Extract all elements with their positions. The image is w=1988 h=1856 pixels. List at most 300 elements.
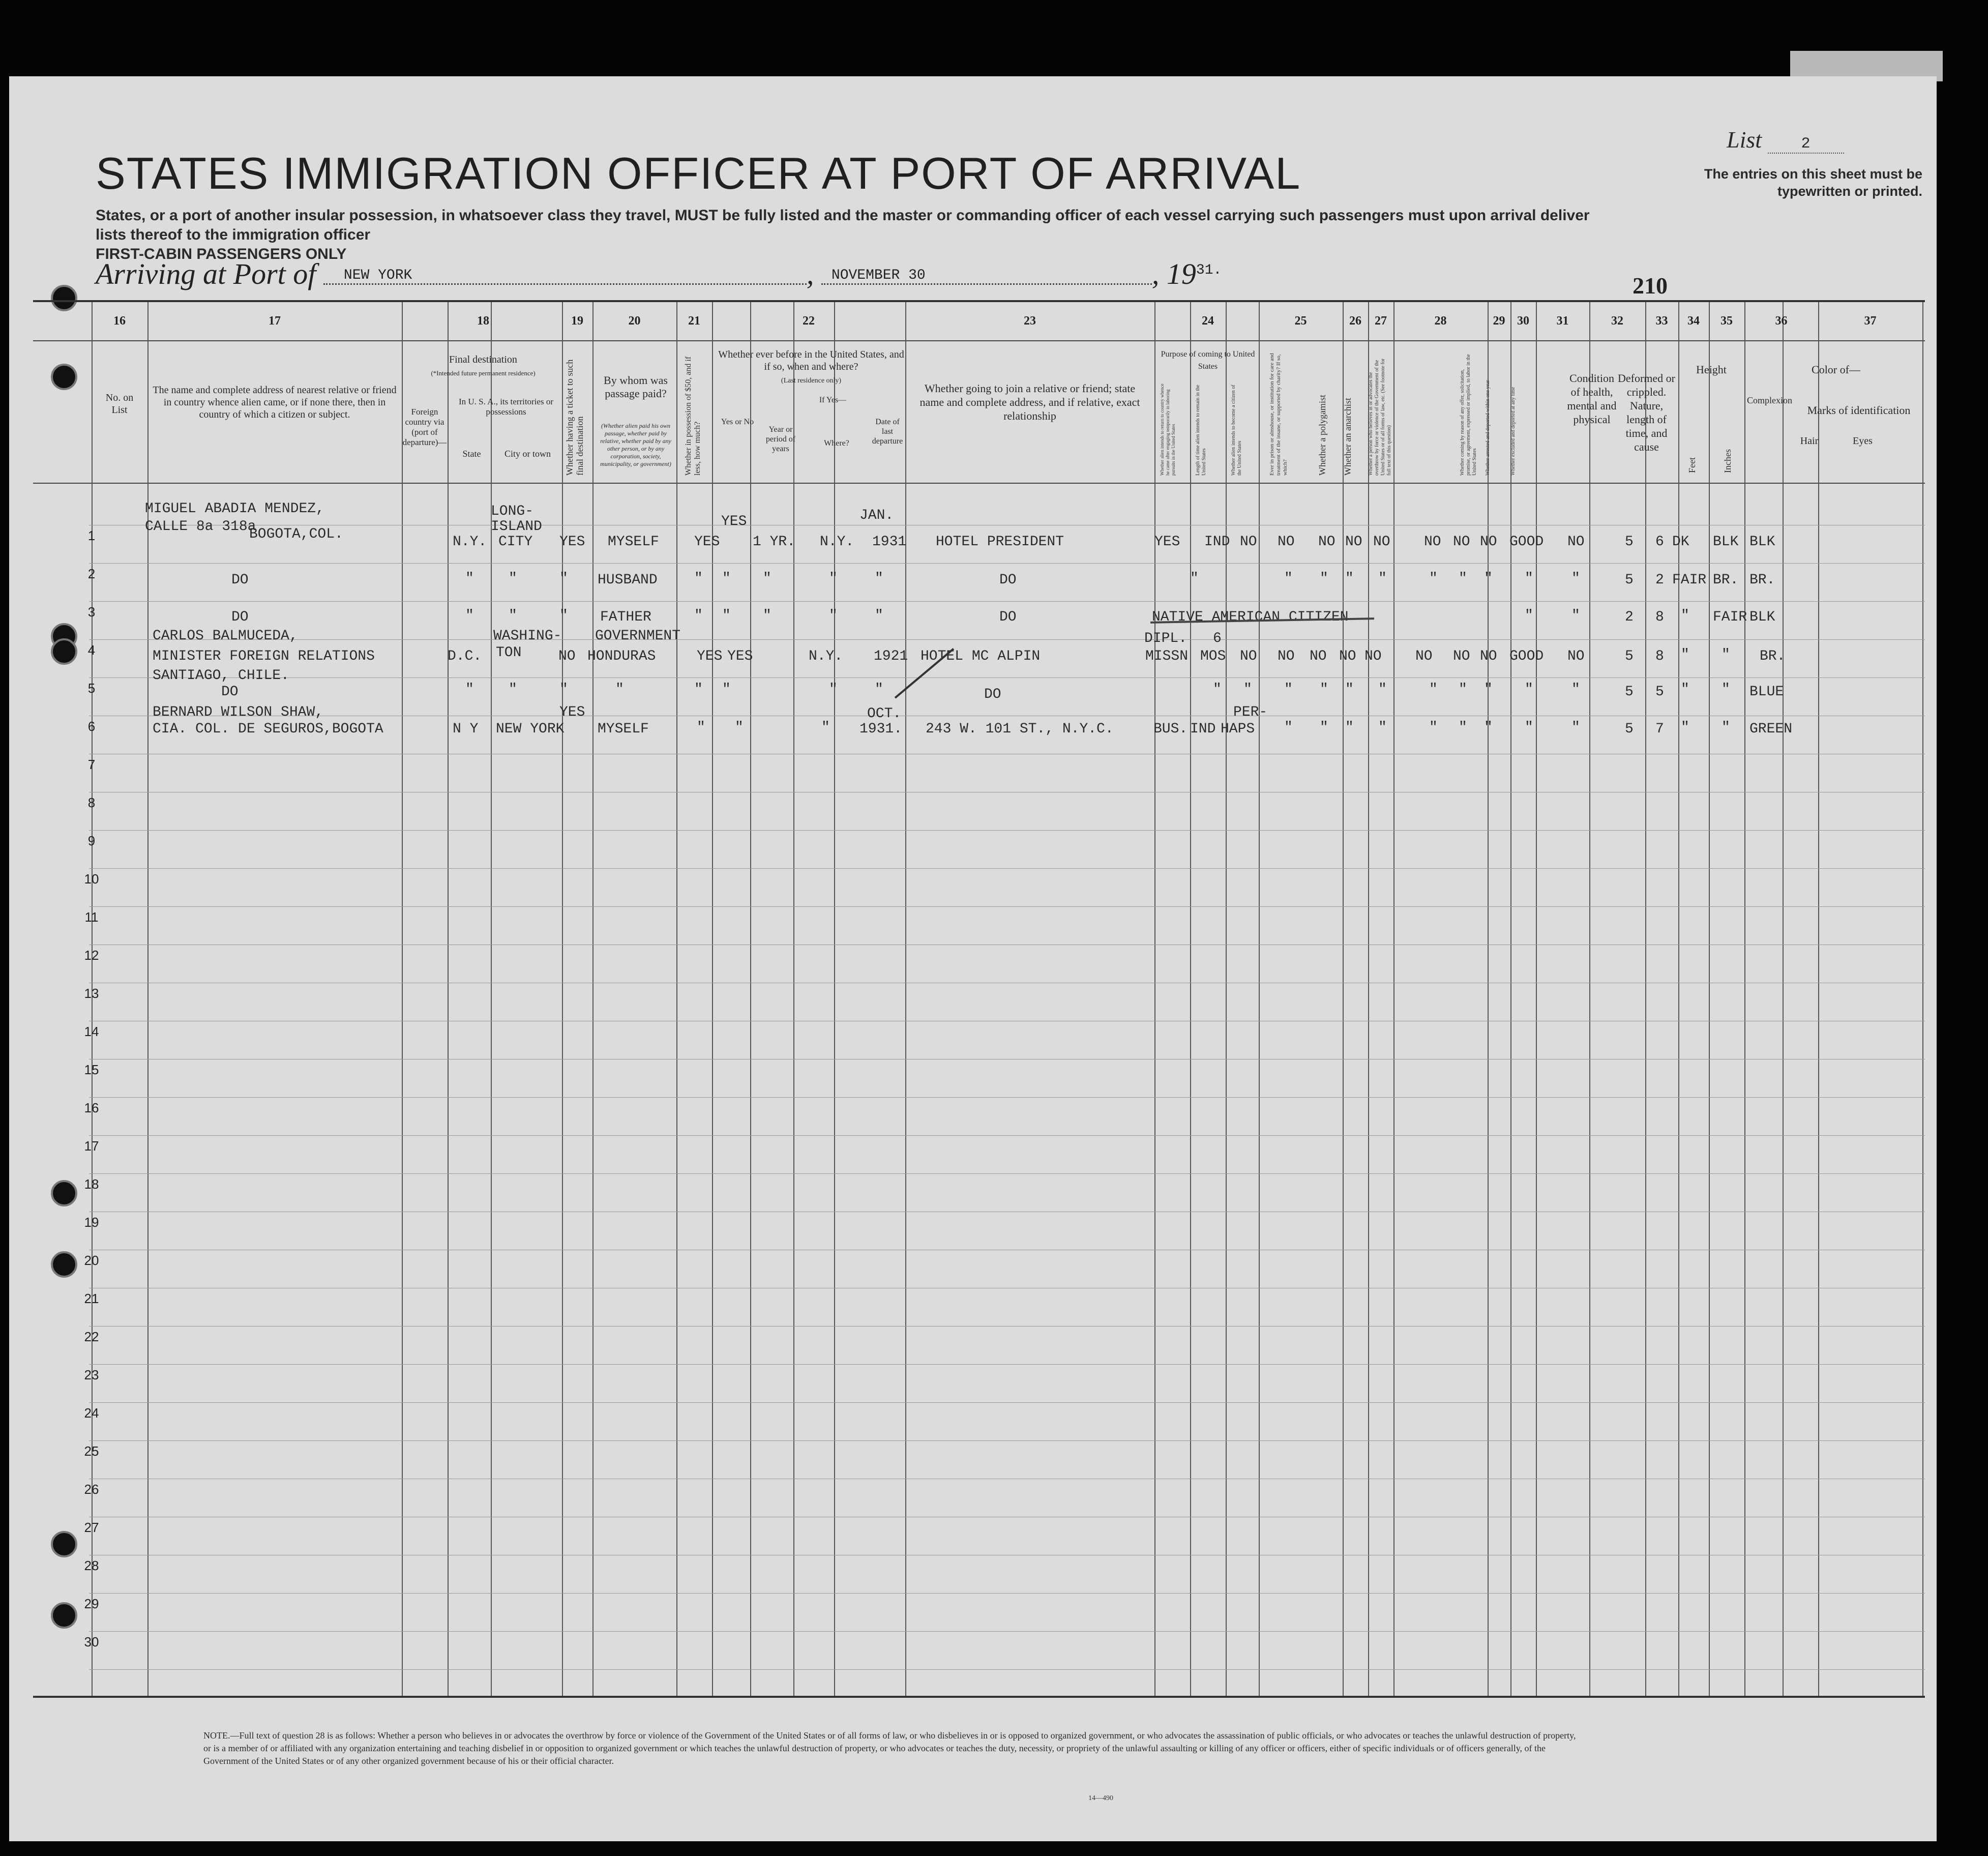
col-num: 33	[1655, 314, 1668, 328]
hdr-state: State	[462, 449, 481, 459]
hdr-purpose-citizen: Whether alien intends to become a citizen of the United States	[1231, 385, 1242, 476]
row-rule	[89, 1326, 1925, 1327]
hdr-question-28: Whether a person who believes in or advocates the overthrow by force or violence of the Government of the United States or of all forms of law, etc. (See footnote for full text of this question)	[1368, 358, 1392, 476]
ditto-mark: "	[1681, 720, 1689, 735]
join-relative-value: DO	[984, 687, 1001, 702]
row-rule	[89, 639, 1925, 640]
passage-paid-value: HONDURAS	[587, 649, 656, 664]
ditto-mark: "	[722, 682, 731, 697]
ditto-mark: "	[1213, 682, 1222, 697]
col-num: 26	[1349, 314, 1361, 328]
row-number: 17	[84, 1138, 99, 1154]
row-rule	[89, 1135, 1925, 1136]
ditto-mark: "	[1722, 682, 1730, 697]
row-number: 5	[87, 681, 96, 696]
col-num: 29	[1493, 314, 1505, 328]
row-number: 4	[87, 642, 96, 658]
row-number: 6	[87, 719, 96, 734]
list-label: List	[1727, 127, 1762, 153]
header-bottom	[33, 483, 1925, 484]
row-number: 1	[87, 528, 96, 543]
health-value: GOOD	[1509, 534, 1544, 550]
row-rule	[89, 830, 1925, 831]
col-rule	[1226, 302, 1227, 1696]
row-number: 24	[84, 1405, 99, 1421]
ditto-mark: "	[875, 682, 883, 697]
hdr-city: City or town	[504, 449, 551, 459]
row-number: 7	[87, 757, 96, 772]
departure-month: JAN.	[859, 508, 894, 523]
fifty-value: YES	[694, 534, 720, 550]
col-rule	[793, 302, 794, 1696]
header-divider	[33, 340, 1925, 341]
relative-name: CARLOS BALMUCEDA,	[153, 628, 298, 644]
row-number: 14	[84, 1024, 99, 1039]
ditto-mark: "	[1525, 720, 1533, 735]
hdr-passage-paid: By whom was passage paid?	[604, 374, 668, 400]
relative-ditto: DO	[231, 572, 249, 588]
before-yes-no: YES	[727, 649, 753, 664]
height-inches: 8	[1655, 649, 1664, 664]
ditto-mark: "	[829, 682, 838, 697]
ditto-mark: "	[821, 720, 830, 735]
row-number: 12	[84, 948, 99, 963]
height-feet: 5	[1625, 684, 1634, 700]
deformed-value: NO	[1567, 649, 1585, 664]
col-num: 32	[1611, 314, 1623, 328]
relative-address: CIA. COL. DE SEGUROS,BOGOTA	[153, 721, 383, 737]
dest-city: CITY	[498, 534, 533, 550]
row-number: 2	[87, 566, 96, 581]
purpose-return: DIPL.	[1144, 631, 1188, 646]
row-number: 8	[87, 795, 96, 810]
excluded-value: NO	[1480, 534, 1497, 550]
dest-city: WASHING-	[493, 628, 562, 644]
arrested-value: NO	[1453, 534, 1470, 550]
ditto-mark: "	[1484, 571, 1493, 586]
ditto-mark: "	[1571, 608, 1580, 624]
relative-address: CALLE 8a 318a	[145, 519, 256, 535]
col-num: 23	[1024, 314, 1036, 328]
list-number	[1727, 126, 1844, 154]
ditto-mark: "	[1571, 682, 1580, 697]
hdr-purpose-return: Whether alien intends to return to country whence he came after engaging temporarily in laboring pursuits in the United States	[1160, 384, 1176, 476]
ditto-mark: "	[1345, 571, 1354, 586]
row-number: 28	[84, 1558, 99, 1573]
ditto-mark: "	[1345, 720, 1354, 735]
row-number: 27	[84, 1520, 99, 1535]
ditto-mark: "	[1484, 682, 1493, 697]
typewritten-note: The entries on this sheet must be typewritten or printed.	[1704, 166, 1922, 199]
height-feet: 5	[1625, 721, 1634, 737]
join-relative-value: HOTEL PRESIDENT	[936, 534, 1064, 550]
height-inches: 8	[1655, 609, 1664, 625]
col-rule	[592, 302, 594, 1696]
before-period: 1 YR.	[753, 534, 796, 550]
col-rule	[1190, 302, 1191, 1696]
hdr-purpose: Purpose of coming to United States	[1161, 350, 1255, 371]
col-rule	[1343, 302, 1344, 1696]
row-rule	[89, 1631, 1925, 1632]
col-rule	[1393, 302, 1394, 1696]
ditto-mark: "	[1320, 571, 1328, 586]
arrested-value: NO	[1453, 649, 1470, 664]
dest-state: D.C.	[448, 649, 482, 664]
ditto-mark: "	[1571, 720, 1580, 735]
year-suffix: 31.	[1196, 262, 1222, 278]
ditto-mark: "	[1525, 608, 1533, 624]
complexion-value: "	[1681, 608, 1689, 624]
dest-state: N.Y.	[453, 534, 487, 550]
departure-year: 1931	[872, 534, 907, 550]
relative-address: MINISTER FOREIGN RELATIONS	[153, 649, 375, 664]
passage-paid-value: GOVERNMENT	[595, 628, 681, 644]
fifty-value: YES	[697, 649, 723, 664]
col-num: 21	[688, 314, 700, 328]
ditto-mark: "	[1378, 682, 1387, 697]
ditto-mark: "	[722, 571, 731, 586]
dest-city: NEW YORK	[496, 721, 565, 737]
row-rule	[89, 1364, 1925, 1365]
col-rule	[1368, 302, 1369, 1696]
row-number: 10	[84, 871, 99, 887]
relative-name: MIGUEL ABADIA MENDEZ,	[145, 501, 324, 517]
col-rule	[676, 302, 677, 1696]
q28-value: NO	[1364, 649, 1382, 664]
passage-paid-value: MYSELF	[598, 721, 649, 737]
ditto-mark: "	[465, 682, 474, 697]
col-rule	[1922, 302, 1923, 1696]
hair-value: BLK	[1713, 534, 1739, 550]
hdr-health: Condition of health, mental and physical	[1567, 372, 1617, 426]
row-rule	[89, 601, 1925, 602]
ditto-mark: "	[694, 571, 703, 586]
ditto-mark: "	[1284, 720, 1293, 735]
departure-year: 1931.	[859, 721, 903, 737]
col-rule	[1709, 302, 1710, 1696]
col-num: 27	[1375, 314, 1387, 328]
ditto-mark: "	[1429, 720, 1438, 735]
join-relative-value: HOTEL MC ALPIN	[921, 649, 1041, 664]
row-number: 22	[84, 1329, 99, 1344]
polygamist-value: NO	[1318, 534, 1336, 550]
year-prefix: 19	[1166, 257, 1196, 290]
col-rule	[1744, 302, 1745, 1696]
eyes-value: GREEN	[1749, 721, 1793, 737]
ditto-mark: "	[1722, 647, 1730, 663]
departure-year: 1921	[874, 649, 908, 664]
col-num: 37	[1864, 314, 1877, 328]
hdr-ever-before: Whether ever before in the United States, and if so, when and where?	[718, 349, 904, 372]
relative-address: SANTIAGO, CHILE.	[153, 668, 289, 684]
row-number: 18	[84, 1176, 99, 1192]
labor-offer-value: NO	[1424, 534, 1441, 550]
col-num: 35	[1720, 314, 1733, 328]
col-num: 34	[1687, 314, 1700, 328]
hdr-excluded: Whether excluded and deported at any time	[1510, 387, 1516, 476]
col-rule	[1818, 302, 1819, 1696]
intro-line: States, or a port of another insular possession, in whatsoever class they travel, MUST be fully listed and the master or commanding officer of each vessel carrying such passengers must upon arrival deliver lists thereof to the immigration officer	[96, 207, 1590, 243]
hdr-foreign-country: Foreign country via (port of departure)—	[402, 407, 447, 447]
ditto-mark: "	[1459, 571, 1467, 586]
date-value: NOVEMBER 30	[831, 268, 926, 283]
ditto-mark: "	[1429, 571, 1438, 586]
hdr-last-departure: Date of last departure	[872, 418, 903, 446]
height-feet: 2	[1625, 609, 1634, 625]
health-value: GOOD	[1509, 649, 1544, 664]
row-number: 3	[87, 604, 96, 620]
ditto-mark: "	[829, 608, 838, 624]
row-rule	[89, 1440, 1925, 1441]
ditto-mark: "	[1345, 682, 1354, 697]
anarchist-value: NO	[1339, 649, 1356, 664]
polygamist-value: NO	[1310, 649, 1327, 664]
hair-value: BR.	[1713, 572, 1739, 588]
ditto-mark: "	[763, 571, 772, 586]
height-feet: 5	[1625, 649, 1634, 664]
hdr-fifty-dollars: Whether in possession of $50, and if less, how much?	[684, 356, 702, 476]
hdr-arrested: Whether arrested and deported within one year	[1485, 380, 1491, 476]
ditto-mark: "	[722, 608, 731, 624]
ditto-mark: "	[875, 571, 883, 586]
row-number: 19	[84, 1215, 99, 1230]
col-rule	[1510, 302, 1511, 1696]
ditto-mark: "	[735, 720, 744, 735]
ditto-mark: "	[465, 571, 474, 586]
eyes-value: BR.	[1749, 572, 1775, 588]
ditto-mark: "	[509, 571, 517, 586]
col-num: 24	[1202, 314, 1214, 328]
hdr-labor-offer: Whether coming by reason of any offer, solicitation, promise, or agreement, expressed or implied, to labor in the United States	[1460, 354, 1477, 476]
hair-value: FAIR	[1713, 609, 1747, 625]
purpose-return: MISSN	[1145, 649, 1189, 664]
eyes-value: BR.	[1760, 649, 1786, 664]
row-number: 9	[87, 833, 96, 848]
hdr-inches: Inches	[1723, 449, 1733, 473]
ditto-mark: "	[615, 682, 624, 697]
deformed-value: NO	[1567, 534, 1585, 550]
hdr-polygamist: Whether a polygamist	[1317, 395, 1327, 476]
relative-name: BERNARD WILSON SHAW,	[153, 704, 324, 720]
native-citizen-note: NATIVE AMERICAN CITIZEN	[1152, 609, 1349, 625]
labor-offer-value: NO	[1415, 649, 1433, 664]
prison-value: NO	[1278, 649, 1295, 664]
col-num: 30	[1517, 314, 1529, 328]
col-num: 18	[477, 314, 489, 328]
passage-paid-value: HUSBAND	[598, 572, 658, 588]
eyes-value: BLK	[1749, 609, 1775, 625]
dest-state: N Y	[453, 721, 479, 737]
purpose-citizen: NO	[1240, 649, 1257, 664]
hdr-hair: Hair	[1800, 435, 1819, 447]
ditto-mark: "	[694, 682, 703, 697]
row-number: 15	[84, 1062, 99, 1077]
col-rule	[1645, 302, 1646, 1696]
row-number: 23	[84, 1367, 99, 1382]
relative-ditto: DO	[231, 609, 249, 625]
dest-city: ISLAND	[491, 519, 542, 535]
col-num: 31	[1556, 314, 1569, 328]
hdr-prison: Ever in prison or almshouse, or institution for care and treatment of the insane, or supported by charity? If so, which?	[1269, 353, 1288, 476]
hdr-complexion: Complexion	[1747, 395, 1792, 405]
ditto-mark: "	[1722, 720, 1730, 735]
height-inches: 2	[1655, 572, 1664, 588]
row-number: 25	[84, 1443, 99, 1459]
hdr-deformed: Deformed or crippled. Nature, length of time, and cause	[1617, 372, 1675, 453]
row-rule	[89, 868, 1925, 869]
row-rule	[89, 563, 1925, 564]
complexion-value: FAIR	[1672, 572, 1707, 588]
col-rule	[1678, 302, 1679, 1696]
hdr-nearest-relative: The name and complete address of nearest relative or friend in country whence alien came, or if none there, then in country of which a citizen or subject.	[153, 385, 397, 420]
departure-month: OCT.	[867, 706, 902, 722]
ditto-mark: "	[1378, 720, 1387, 735]
row-number: 16	[84, 1100, 99, 1115]
row-rule	[89, 1593, 1925, 1594]
row-rule	[89, 1669, 1925, 1670]
row-rule	[89, 906, 1925, 907]
col-rule	[1488, 302, 1489, 1696]
purpose-length: PER-	[1233, 704, 1268, 720]
join-relative-value: DO	[999, 572, 1017, 588]
col-num: 17	[269, 314, 281, 328]
port-field	[323, 268, 807, 285]
ditto-mark: "	[1243, 682, 1252, 697]
ticket-value: NO	[558, 649, 576, 664]
purpose-ind: IND	[1190, 721, 1216, 737]
hdr-if-yes: If Yes—	[819, 396, 847, 404]
col-rule	[448, 302, 449, 1696]
row-number: 11	[84, 909, 99, 925]
ditto-mark: "	[1525, 571, 1533, 586]
height-feet: 5	[1625, 534, 1634, 550]
passage-paid-value: MYSELF	[608, 534, 659, 550]
passage-paid-value: FATHER	[600, 609, 651, 625]
hdr-period: Year or period of years	[765, 425, 796, 453]
dest-city: LONG-	[491, 504, 534, 519]
anarchist-value: NO	[1345, 534, 1362, 550]
col-num: 25	[1294, 314, 1307, 328]
col-rule	[1259, 302, 1260, 1696]
purpose-return: YES	[1154, 534, 1180, 550]
ditto-mark: "	[1484, 720, 1493, 735]
col-rule	[712, 302, 713, 1696]
join-relative-value: DO	[999, 609, 1017, 625]
col-rule	[562, 302, 563, 1696]
complexion-value: DK	[1672, 534, 1689, 550]
hdr-no-on-list: No. on List	[105, 392, 134, 416]
ditto-mark: "	[559, 682, 568, 697]
col-rule	[750, 302, 751, 1696]
ditto-mark: "	[763, 608, 772, 624]
before-where: N.Y.	[809, 649, 843, 664]
row-rule	[89, 1173, 1925, 1174]
hdr-marks-identification: Marks of identification	[1807, 404, 1911, 417]
ditto-mark: "	[1190, 571, 1199, 586]
relative-city: BOGOTA,COL.	[249, 526, 343, 542]
height-inches: 5	[1655, 684, 1664, 700]
hdr-final-destination-sub: (*Intended future permanent residence)	[431, 369, 536, 377]
col-num: 16	[113, 314, 126, 328]
ditto-mark: "	[1320, 720, 1328, 735]
row-number: 30	[84, 1634, 99, 1649]
arriving-line: Arriving at Port of NEW YORK , NOVEMBER 30 , $19^{31.}$	[96, 257, 1222, 290]
ditto-mark: "	[1459, 682, 1467, 697]
intro-line-cabin: FIRST-CABIN PASSENGERS ONLY	[96, 246, 347, 262]
col-rule	[1536, 302, 1537, 1696]
row-number: 21	[84, 1291, 99, 1306]
excluded-value: NO	[1480, 649, 1497, 664]
purpose-length: 6	[1213, 631, 1222, 646]
hdr-purpose-length: Length of time alien intends to remain in the United States	[1195, 385, 1207, 476]
sheet-number: 210	[1633, 273, 1668, 299]
row-rule	[89, 1097, 1925, 1098]
ditto-mark: "	[1681, 647, 1689, 663]
hdr-yes-or-no: Yes or No	[721, 418, 754, 426]
ditto-mark: "	[1284, 571, 1293, 586]
col-num: 22	[803, 314, 815, 328]
hdr-final-destination: Final destination	[449, 354, 517, 365]
before-where: N.Y.	[820, 534, 854, 550]
ditto-mark: "	[509, 608, 517, 624]
ditto-mark: "	[559, 571, 568, 586]
ditto-mark: "	[1681, 682, 1689, 697]
footnote-question-28: NOTE.—Full text of question 28 is as follows: Whether a person who believes in or advocates the overthrow by force or violence of the Government of the United States or of all forms of law, or who disbelieves in or is opposed to organized government, or who advocates the assassination of public officials, or who advocates or teaches the unlawful destruction of property, or is a member of or affiliated with any organization entertaining and teaching disbelief in or opposition to organized government or which teaches the unlawful destruction of property, or who advocates or teaches the duty, necessity, or propriety of the unlawful assaulting or killing of any officer or officers, either of specific individuals or of officers generally, of the Government of the United States or of any other organized government because of his or their official character.	[203, 1730, 1576, 1766]
col-num: 28	[1434, 314, 1447, 328]
hdr-join-relative: Whether going to join a relative or friend; state name and complete address, and if relative, exact relationship	[919, 382, 1140, 422]
row-rule	[89, 677, 1925, 678]
hdr-anarchist: Whether an anarchist	[1343, 398, 1353, 476]
col-rule	[402, 302, 403, 1696]
arriving-label: Arriving at Port of	[96, 257, 316, 290]
hdr-color-of: Color of—	[1812, 363, 1860, 376]
col-rule	[1589, 302, 1590, 1696]
hdr-eyes: Eyes	[1853, 435, 1873, 447]
height-inches: 7	[1655, 721, 1664, 737]
purpose-length: HAPS	[1221, 721, 1255, 737]
ditto-mark: "	[1429, 682, 1438, 697]
height-feet: 5	[1625, 572, 1634, 588]
row-rule	[89, 1402, 1925, 1403]
row-number: 26	[84, 1482, 99, 1497]
row-number: 20	[84, 1253, 99, 1268]
ditto-mark: "	[1320, 682, 1328, 697]
ditto-mark: "	[1459, 720, 1467, 735]
hdr-where: Where?	[824, 439, 849, 448]
page-title: STATES IMMIGRATION OFFICER AT PORT OF ARRIVAL	[96, 148, 1301, 198]
list-value: 2	[1768, 135, 1844, 154]
ditto-mark: "	[465, 608, 474, 624]
hdr-passage-paid-sub: (Whether alien paid his own passage, whether paid by relative, whether paid by any other person, or by any corporation, society, municipality, or government)	[600, 422, 671, 467]
date-field	[821, 268, 1152, 285]
ditto-mark: "	[1378, 571, 1387, 586]
ditto-mark: "	[509, 682, 517, 697]
row-number: 13	[84, 986, 99, 1001]
ditto-mark: "	[1284, 682, 1293, 697]
hdr-ticket: Whether having a ticket to such final destination	[565, 359, 585, 476]
col-rule	[905, 302, 906, 1696]
row-number: 29	[84, 1596, 99, 1611]
purpose-length: MOS	[1200, 649, 1226, 664]
purpose-length: IND	[1204, 534, 1230, 550]
col-rule	[1783, 302, 1784, 1696]
hdr-ever-before-sub: (Last residence only)	[781, 377, 842, 385]
col-rule	[834, 302, 835, 1696]
form-number: 14—490	[1088, 1794, 1113, 1802]
hdr-in-usa: In U. S. A., its territories or possessions	[458, 397, 554, 417]
hdr-height: Height	[1696, 363, 1727, 376]
ticket-value: YES	[559, 534, 585, 550]
